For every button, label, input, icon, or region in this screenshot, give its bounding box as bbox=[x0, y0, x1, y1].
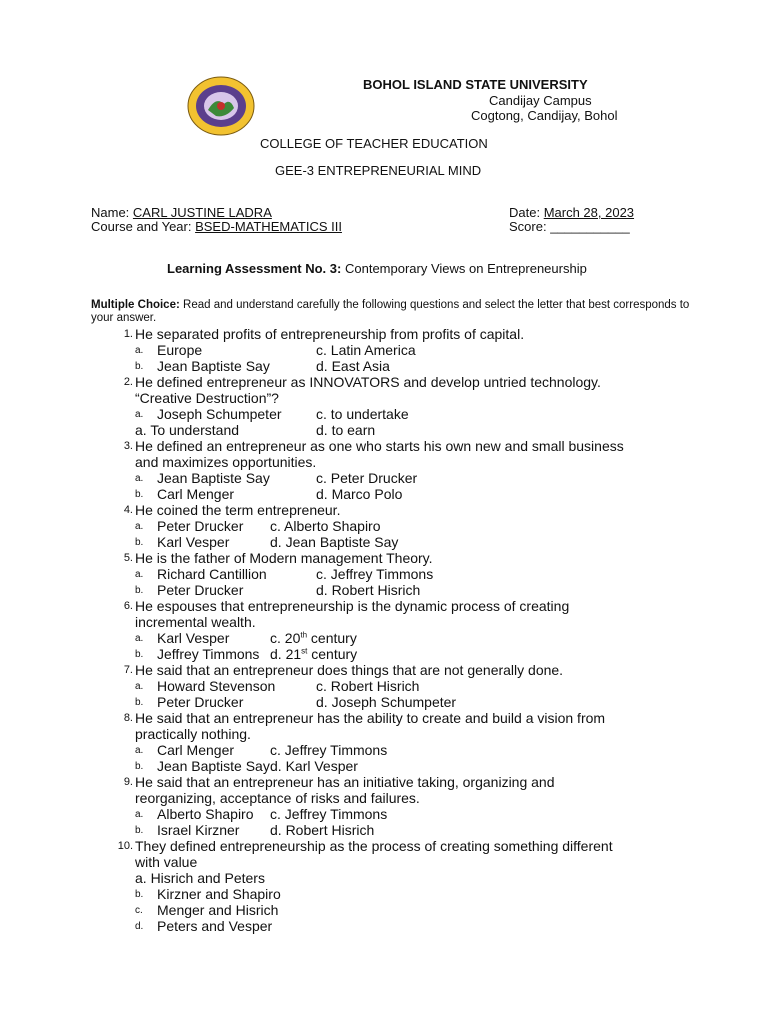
option-text-second bbox=[316, 342, 416, 358]
question-number: 5. bbox=[123, 552, 133, 564]
question-number: 1. bbox=[123, 328, 133, 340]
option-letter: b. bbox=[135, 361, 144, 372]
option-letter: a. bbox=[135, 345, 144, 356]
score-label: Score: bbox=[509, 219, 547, 234]
name-label: Name: bbox=[91, 205, 130, 220]
score-value: ___________ bbox=[550, 219, 630, 234]
option-letter: a. bbox=[135, 473, 144, 484]
question-text: He said that an entrepreneur has an initiative taking, organizing and bbox=[135, 774, 555, 790]
question-number: 4. bbox=[123, 504, 133, 516]
option-text: Jean Baptiste Say bbox=[157, 758, 270, 774]
option-second-label: d. Robert Hisrich bbox=[270, 822, 375, 838]
assessment-topic: Contemporary Views on Entrepreneurship bbox=[344, 261, 587, 276]
option-letter: b. bbox=[135, 585, 144, 596]
option-text-second bbox=[270, 630, 357, 646]
option-second-label: d. Joseph Schumpeter bbox=[316, 694, 457, 710]
question-text: He espouses that entrepreneurship is the dynamic process of creating bbox=[135, 598, 570, 614]
option-text: Karl Vesper bbox=[157, 630, 230, 646]
option-text-second bbox=[316, 358, 390, 374]
option-second-suffix: century bbox=[307, 630, 357, 646]
option-text: Jean Baptiste Say bbox=[157, 470, 270, 486]
date-row bbox=[509, 205, 634, 220]
option-superscript: st bbox=[301, 646, 308, 656]
option-text: Howard Stevenson bbox=[157, 678, 276, 694]
option-text-second bbox=[270, 518, 381, 534]
question-text: He coined the term entrepreneur. bbox=[135, 502, 341, 518]
option-text: Richard Cantillion bbox=[157, 566, 267, 582]
option-text-second bbox=[316, 678, 419, 694]
option-text-second bbox=[316, 422, 375, 438]
question-number: 2. bbox=[123, 376, 133, 388]
question-text: They defined entrepreneurship as the process of creating something different bbox=[135, 838, 613, 854]
option-second-label: c. Alberto Shapiro bbox=[270, 518, 381, 534]
assessment-label: Learning Assessment No. 3: bbox=[167, 261, 342, 276]
option-second-label: d. 21 bbox=[270, 646, 302, 662]
option-second-label: c. Jeffrey Timmons bbox=[270, 806, 388, 822]
question-number: 7. bbox=[123, 664, 133, 676]
option-text: Karl Vesper bbox=[157, 534, 230, 550]
option-letter: a. bbox=[135, 521, 144, 532]
question-number: 3. bbox=[123, 440, 133, 452]
option-text: Carl Menger bbox=[157, 742, 235, 758]
option-second-suffix: century bbox=[307, 646, 358, 662]
course-row bbox=[91, 219, 342, 234]
assessment-heading bbox=[167, 261, 587, 276]
option-second-label: d. to earn bbox=[316, 422, 376, 438]
question-text: and maximizes opportunities. bbox=[135, 454, 317, 470]
option-letter: a. bbox=[135, 745, 144, 756]
option-second-label: d. Robert Hisrich bbox=[316, 582, 421, 598]
option-text: Peters and Vesper bbox=[157, 918, 273, 934]
question-text: He separated profits of entrepreneurship from profits of capital. bbox=[135, 326, 525, 342]
question-number: 10. bbox=[117, 840, 133, 852]
option-text: Israel Kirzner bbox=[157, 822, 240, 838]
option-letter: b. bbox=[135, 825, 144, 836]
option-text: a. To understand bbox=[135, 422, 240, 438]
option-text-second bbox=[316, 470, 417, 486]
option-second-label: d. East Asia bbox=[316, 358, 390, 374]
option-text-second bbox=[316, 582, 420, 598]
option-second-label: d. Jean Baptiste Say bbox=[270, 534, 399, 550]
option-text: Peter Drucker bbox=[157, 518, 244, 534]
option-letter: a. bbox=[135, 809, 144, 820]
instructions bbox=[91, 299, 691, 325]
question-text: He said that an entrepreneur has the ability to create and build a vision from bbox=[135, 710, 606, 726]
question-text: He defined an entrepreneur as one who starts his own new and small business bbox=[135, 438, 624, 454]
question-number: 6. bbox=[123, 600, 133, 612]
option-text-second bbox=[270, 742, 387, 758]
option-letter: b. bbox=[135, 649, 144, 660]
score-row bbox=[509, 219, 630, 234]
course-title: GEE-3 ENTREPRENEURIAL MIND bbox=[275, 163, 482, 178]
date-label: Date: bbox=[509, 205, 541, 220]
option-letter: a. bbox=[135, 633, 144, 644]
name-value: CARL JUSTINE LADRA bbox=[132, 205, 272, 220]
option-text-second bbox=[270, 534, 398, 550]
question-text: practically nothing. bbox=[135, 726, 251, 742]
university-seal-logo bbox=[186, 76, 256, 136]
option-letter: b. bbox=[135, 489, 144, 500]
option-text: Peter Drucker bbox=[157, 582, 244, 598]
option-letter: d. bbox=[135, 921, 144, 932]
option-text-second bbox=[316, 566, 433, 582]
option-text: Joseph Schumpeter bbox=[157, 406, 282, 422]
question-text: He said that an entrepreneur does things that are not generally done. bbox=[135, 662, 564, 678]
option-letter: a. bbox=[135, 681, 144, 692]
instructions-text: Read and understand carefully the following questions and select the letter that best corresponds to your answer. bbox=[91, 299, 690, 324]
question-text: with value bbox=[135, 854, 198, 870]
option-second-label: c. Robert Hisrich bbox=[316, 678, 420, 694]
course-value: BSED-MATHEMATICS III bbox=[195, 219, 342, 234]
option-text: Jean Baptiste Say bbox=[157, 358, 270, 374]
option-text-second bbox=[270, 758, 358, 774]
option-letter: c. bbox=[135, 905, 143, 916]
option-second-label: c. 20 bbox=[270, 630, 301, 646]
option-text: Carl Menger bbox=[157, 486, 235, 502]
question-text: He is the father of Modern management Theory. bbox=[135, 550, 433, 566]
option-text: Jeffrey Timmons bbox=[157, 646, 260, 662]
question-text: He defined entrepreneur as INNOVATORS and develop untried technology. bbox=[135, 374, 601, 390]
option-second-label: c. to undertake bbox=[316, 406, 409, 422]
option-text: Alberto Shapiro bbox=[157, 806, 254, 822]
campus-name: Candijay Campus bbox=[489, 93, 592, 108]
college-name: COLLEGE OF TEACHER EDUCATION bbox=[260, 136, 488, 151]
option-text-second bbox=[270, 822, 374, 838]
option-letter: b. bbox=[135, 537, 144, 548]
option-text-second bbox=[316, 694, 456, 710]
option-letter: a. bbox=[135, 409, 144, 420]
option-letter: b. bbox=[135, 761, 144, 772]
option-second-label: c. Latin America bbox=[316, 342, 416, 358]
option-letter: b. bbox=[135, 697, 144, 708]
question-number: 8. bbox=[123, 712, 133, 724]
question-number: 9. bbox=[123, 776, 133, 788]
question-text: “Creative Destruction”? bbox=[135, 390, 279, 406]
option-text-second bbox=[316, 486, 402, 502]
option-text: Europe bbox=[157, 342, 203, 358]
option-text-second bbox=[316, 406, 409, 422]
option-second-label: c. Peter Drucker bbox=[316, 470, 418, 486]
option-second-label: d. Karl Vesper bbox=[270, 758, 358, 774]
name-row bbox=[91, 205, 272, 220]
option-text: Menger and Hisrich bbox=[157, 902, 279, 918]
option-second-label: c. Jeffrey Timmons bbox=[316, 566, 434, 582]
option-letter: a. bbox=[135, 569, 144, 580]
option-text: Kirzner and Shapiro bbox=[157, 886, 281, 902]
option-letter: b. bbox=[135, 889, 144, 900]
instructions-label: Multiple Choice: bbox=[91, 299, 180, 311]
option-second-label: c. Jeffrey Timmons bbox=[270, 742, 388, 758]
option-text: a. Hisrich and Peters bbox=[135, 870, 265, 886]
option-text-second bbox=[270, 806, 387, 822]
option-second-label: d. Marco Polo bbox=[316, 486, 403, 502]
course-label: Course and Year: bbox=[91, 219, 192, 234]
option-text: Peter Drucker bbox=[157, 694, 244, 710]
option-superscript: th bbox=[300, 630, 308, 640]
university-name: BOHOL ISLAND STATE UNIVERSITY bbox=[363, 77, 588, 92]
option-text-second bbox=[270, 646, 357, 662]
date-value: March 28, 2023 bbox=[543, 205, 635, 220]
question-text: incremental wealth. bbox=[135, 614, 256, 630]
campus-address: Cogtong, Candijay, Bohol bbox=[471, 108, 618, 123]
question-text: reorganizing, acceptance of risks and failures. bbox=[135, 790, 420, 806]
